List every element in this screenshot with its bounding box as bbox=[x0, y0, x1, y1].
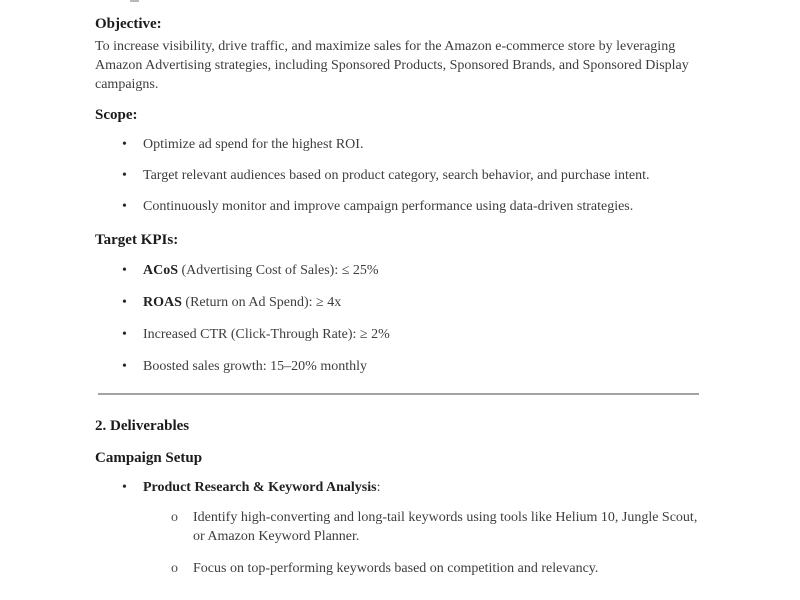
kpi-item-text bbox=[143, 357, 705, 376]
kpi-list-item bbox=[95, 293, 705, 312]
scope-item-text: Continuously monitor and improve campaign performance using data-driven strategies. bbox=[143, 199, 634, 214]
scope-item-text: Target relevant audiences based on product category, search behavior, and purchase intent. bbox=[143, 168, 650, 183]
kpi-item-text bbox=[143, 261, 705, 280]
bullet-icon: • bbox=[122, 295, 127, 310]
kpi-item-text bbox=[143, 293, 705, 312]
scope-list-item bbox=[95, 135, 705, 154]
scope-list-item bbox=[95, 197, 705, 216]
kpi-list-item bbox=[95, 325, 705, 344]
document-content bbox=[95, 13, 705, 578]
section-divider bbox=[98, 393, 699, 395]
sub-bullet-icon: o bbox=[171, 561, 178, 576]
kpi-value: (Return on Ad Spend): ≥ 4x bbox=[181, 295, 342, 310]
scope-item-text: Optimize ad spend for the highest ROI. bbox=[143, 137, 364, 152]
deliverable-list-item bbox=[95, 478, 705, 497]
bullet-icon: • bbox=[122, 263, 127, 278]
kpis-heading: Target KPIs: bbox=[95, 232, 179, 248]
kpi-list-item bbox=[95, 261, 705, 280]
deliverable-sub-item bbox=[95, 508, 705, 546]
bullet-icon: • bbox=[122, 480, 127, 495]
kpi-term: ACoS bbox=[143, 263, 179, 278]
deliverables-heading: 2. Deliverables bbox=[95, 418, 190, 434]
kpi-term: ROAS bbox=[143, 295, 182, 310]
scope-list-item bbox=[95, 166, 705, 185]
scope-heading: Scope: bbox=[95, 107, 138, 123]
objective-paragraph: To increase visibility, drive traffic, and maximize sales for the Amazon e-commerce store by leveraging Amazon Advertising strategies, including Sponsored Products, Sponsored Brands, and Sponsored Display campaigns. bbox=[95, 39, 689, 92]
campaign-setup-heading: Campaign Setup bbox=[95, 450, 203, 466]
bullet-icon: • bbox=[122, 327, 127, 342]
deliverable-colon: : bbox=[376, 480, 381, 495]
deliverable-sub-item bbox=[95, 559, 705, 578]
kpi-value: Increased CTR (Click-Through Rate): ≥ 2% bbox=[143, 327, 390, 342]
bullet-icon: • bbox=[122, 137, 127, 152]
kpi-value: Boosted sales growth: 15–20% monthly bbox=[143, 359, 367, 374]
deliverable-term: Product Research & Keyword Analysis bbox=[143, 480, 377, 495]
objective-heading: Objective: bbox=[95, 16, 162, 32]
bullet-icon: • bbox=[122, 199, 127, 214]
kpi-item-text bbox=[143, 325, 705, 344]
sub-bullet-icon: o bbox=[171, 510, 178, 525]
bullet-icon: • bbox=[122, 359, 127, 374]
deliverable-item-text bbox=[143, 478, 705, 497]
kpi-list-item bbox=[95, 357, 705, 376]
deliverable-sub-text: Identify high-converting and long-tail keywords using tools like Helium 10, Jungle Scout, or Amazon Keyword Planner. bbox=[193, 510, 698, 544]
bullet-icon: • bbox=[122, 168, 127, 183]
kpi-value: (Advertising Cost of Sales): ≤ 25% bbox=[178, 263, 379, 278]
deliverable-sub-text: Focus on top-performing keywords based on competition and relevancy. bbox=[193, 561, 599, 576]
cropped-line-remnant bbox=[130, 0, 139, 2]
